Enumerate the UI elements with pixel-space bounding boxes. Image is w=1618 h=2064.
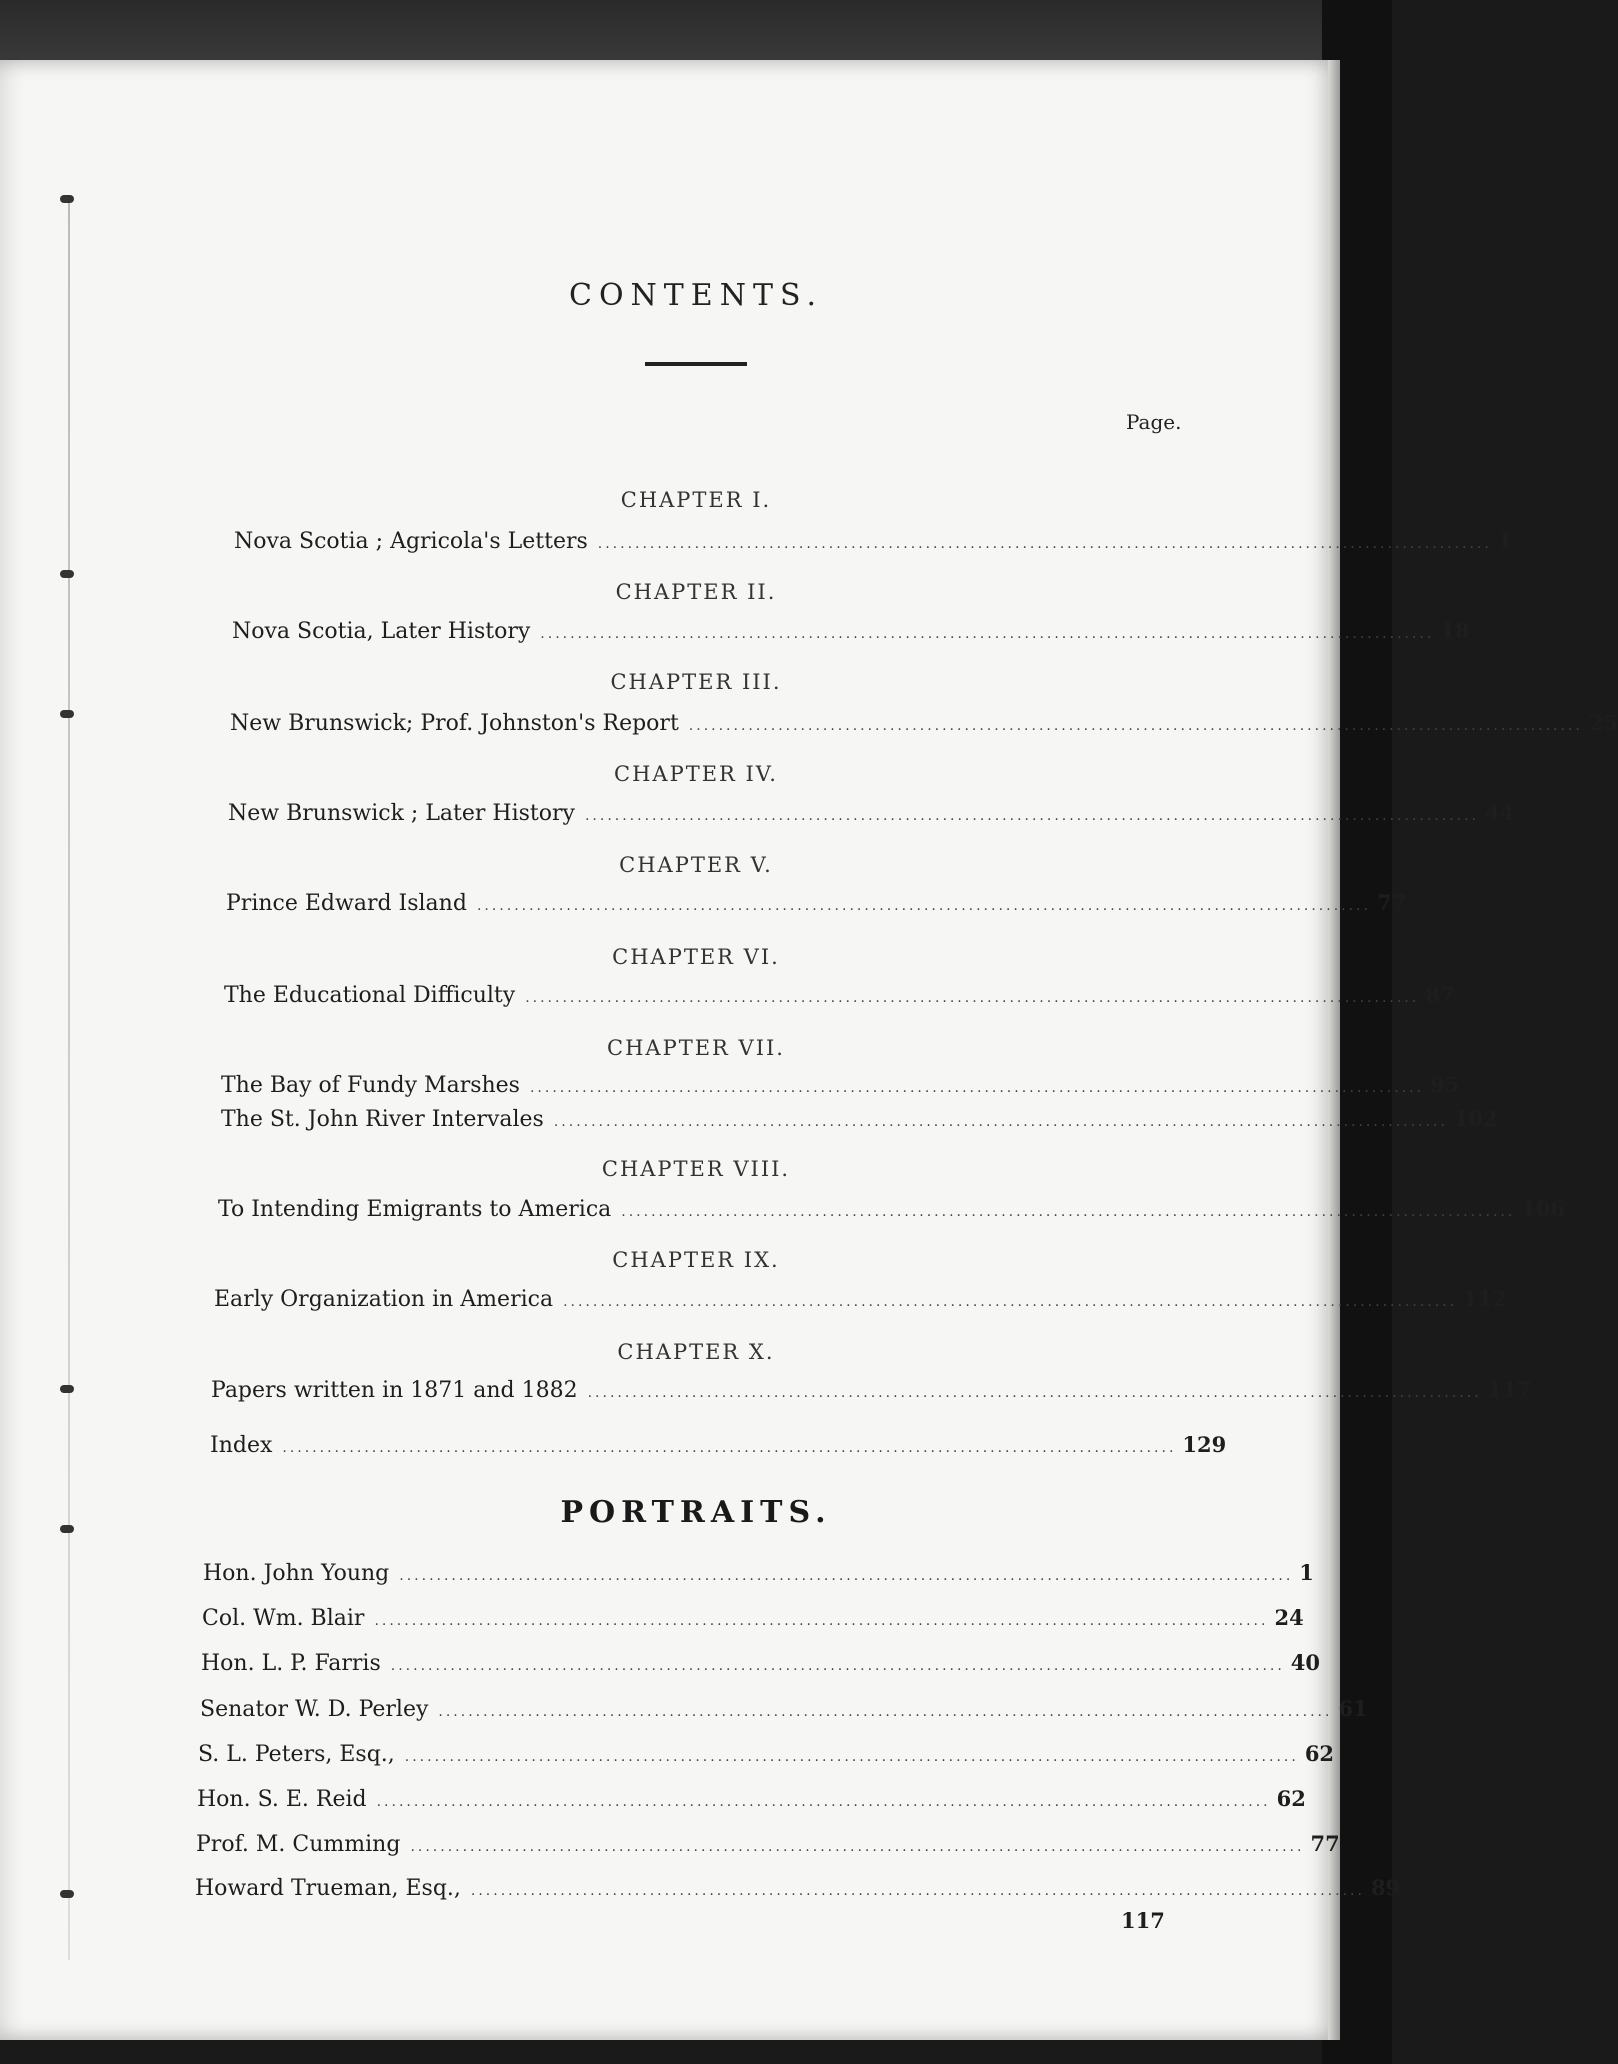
portrait-entry-page: 61 — [1338, 1696, 1368, 1721]
portrait-entry-page: 62 — [1304, 1741, 1335, 1766]
portrait-entry — [200, 1696, 1368, 1722]
toc-entry — [232, 618, 1470, 644]
leader-dots: ........................................................................................................................ — [553, 1114, 1448, 1130]
portrait-entry-page: 89 — [1370, 1875, 1401, 1900]
toc-entry — [221, 1072, 1460, 1098]
leader-dots: ........................................................................................................................ — [390, 1658, 1285, 1674]
portrait-entry-label: Hon. John Young — [203, 1561, 390, 1586]
toc-entry-page: 77 — [1376, 890, 1407, 915]
leader-dots: ........................................................................................................................ — [525, 990, 1420, 1006]
portrait-entry-label: Prof. M. Cumming — [196, 1832, 401, 1857]
portrait-entry-label: S. L. Peters, Esq., — [198, 1742, 395, 1767]
toc-entry — [226, 890, 1407, 916]
portrait-entry-page: 24 — [1274, 1605, 1304, 1630]
leader-dots: ........................................................................................................................ — [376, 1794, 1271, 1810]
toc-entry-page: 25 — [1588, 710, 1618, 735]
chapter-heading: CHAPTER III. — [610, 670, 782, 694]
toc-entry — [221, 1106, 1498, 1132]
toc-entry — [228, 800, 1515, 826]
portrait-entry-page: 117 — [1121, 1908, 1165, 1933]
toc-entry-page: 1 — [1497, 528, 1513, 553]
toc-entry — [234, 528, 1513, 554]
chapter-heading: CHAPTER X. — [617, 1340, 775, 1364]
leader-dots: ........................................................................................................................ — [476, 898, 1371, 914]
leader-dots: ........................................................................................................................ — [282, 1440, 1177, 1456]
toc-entry — [224, 982, 1455, 1008]
portrait-entry-page: 77 — [1310, 1831, 1340, 1856]
portrait-entry — [198, 1741, 1335, 1767]
portrait-entry — [196, 1831, 1340, 1857]
toc-entry-label: New Brunswick ; Later History — [228, 801, 575, 826]
leader-dots: ........................................................................................................................ — [374, 1613, 1269, 1629]
toc-entry-page: 117 — [1487, 1377, 1532, 1402]
toc-entry-index — [210, 1432, 1227, 1458]
page-column-label: Page. — [1126, 410, 1182, 434]
chapter-heading: CHAPTER VII. — [607, 1036, 785, 1060]
toc-entry-page: 106 — [1521, 1196, 1566, 1221]
portrait-entry — [202, 1605, 1304, 1631]
toc-entry-page: 112 — [1463, 1286, 1507, 1311]
portrait-entry — [197, 1786, 1306, 1812]
toc-entry-label: Nova Scotia ; Agricola's Letters — [234, 529, 588, 554]
chapter-heading: CHAPTER I. — [620, 488, 772, 512]
leader-dots: ........................................................................................................................ — [399, 1568, 1294, 1584]
portrait-entry-page: 1 — [1299, 1560, 1314, 1585]
toc-entry-label: New Brunswick; Prof. Johnston's Report — [230, 711, 679, 736]
chapter-heading: CHAPTER VIII. — [601, 1157, 791, 1181]
chapter-heading: CHAPTER V. — [619, 853, 773, 877]
portrait-entry-page: 40 — [1290, 1650, 1321, 1675]
leader-dots: ........................................................................................................................ — [597, 536, 1492, 552]
binding-stitch — [60, 1385, 74, 1393]
binding-stitch — [60, 570, 74, 578]
chapter-heading: CHAPTER IV. — [614, 762, 778, 786]
contents-heading: CONTENTS. — [569, 278, 823, 313]
toc-entry-label: The Bay of Fundy Marshes — [221, 1073, 520, 1098]
leader-dots: ........................................................................................................................ — [540, 626, 1435, 642]
toc-entry-label: To Intending Emigrants to America — [218, 1197, 612, 1222]
leader-dots: ........................................................................................................................ — [529, 1080, 1425, 1096]
portrait-entry-page: 62 — [1276, 1786, 1306, 1811]
binding-stitch — [60, 710, 74, 718]
binding-stitch — [60, 195, 74, 203]
toc-entry-page: 129 — [1182, 1432, 1227, 1457]
portrait-entry — [195, 1875, 1401, 1901]
leader-dots: ........................................................................................................................ — [621, 1204, 1516, 1220]
leader-dots: ........................................................................................................................ — [470, 1883, 1365, 1899]
toc-entry-label: The Educational Difficulty — [224, 983, 516, 1008]
leader-dots: ........................................................................................................................ — [410, 1839, 1305, 1855]
chapter-heading: CHAPTER II. — [615, 580, 777, 604]
toc-entry — [230, 710, 1618, 736]
toc-entry-page: 102 — [1453, 1106, 1498, 1131]
toc-entry-label: Prince Edward Island — [226, 891, 467, 916]
portrait-entry-trailing-page — [1115, 1908, 1165, 1933]
toc-entry-label: Nova Scotia, Later History — [232, 619, 531, 644]
portraits-heading: PORTRAITS. — [560, 1495, 832, 1530]
toc-entry-label: Papers written in 1871 and 1882 — [211, 1378, 578, 1403]
binding-stitch — [60, 1890, 74, 1898]
toc-entry-label: The St. John River Intervales — [221, 1107, 544, 1132]
toc-entry — [218, 1196, 1566, 1222]
toc-entry — [211, 1377, 1532, 1403]
leader-dots: ........................................................................................................................ — [563, 1294, 1458, 1310]
toc-entry-label: Index — [210, 1433, 273, 1458]
leader-dots: ........................................................................................................................ — [404, 1749, 1299, 1765]
chapter-heading: CHAPTER VI. — [612, 945, 780, 969]
portrait-entry — [203, 1560, 1314, 1586]
portrait-entry-label: Senator W. D. Perley — [200, 1697, 429, 1722]
toc-entry-page: 87 — [1425, 982, 1455, 1007]
toc-entry-page: 44 — [1485, 800, 1515, 825]
leader-dots: ........................................................................................................................ — [584, 808, 1479, 824]
portrait-entry-label: Hon. L. P. Farris — [201, 1651, 381, 1676]
leader-dots: ........................................................................................................................ — [587, 1385, 1482, 1401]
chapter-heading: CHAPTER IX. — [612, 1248, 780, 1272]
portrait-entry-label: Hon. S. E. Reid — [197, 1787, 367, 1812]
portrait-entry-label: Col. Wm. Blair — [202, 1606, 365, 1631]
leader-dots: ........................................................................................................................ — [438, 1704, 1333, 1720]
portrait-entry — [201, 1650, 1321, 1676]
portrait-entry-label: Howard Trueman, Esq., — [195, 1876, 461, 1901]
toc-entry — [214, 1286, 1507, 1312]
heading-rule — [645, 362, 747, 366]
binding-stitch-line — [68, 200, 70, 1960]
toc-entry-label: Early Organization in America — [214, 1287, 554, 1312]
toc-entry-page: 18 — [1440, 618, 1470, 643]
leader-dots: ........................................................................................................................ — [688, 718, 1583, 734]
toc-entry-page: 95 — [1430, 1072, 1460, 1097]
